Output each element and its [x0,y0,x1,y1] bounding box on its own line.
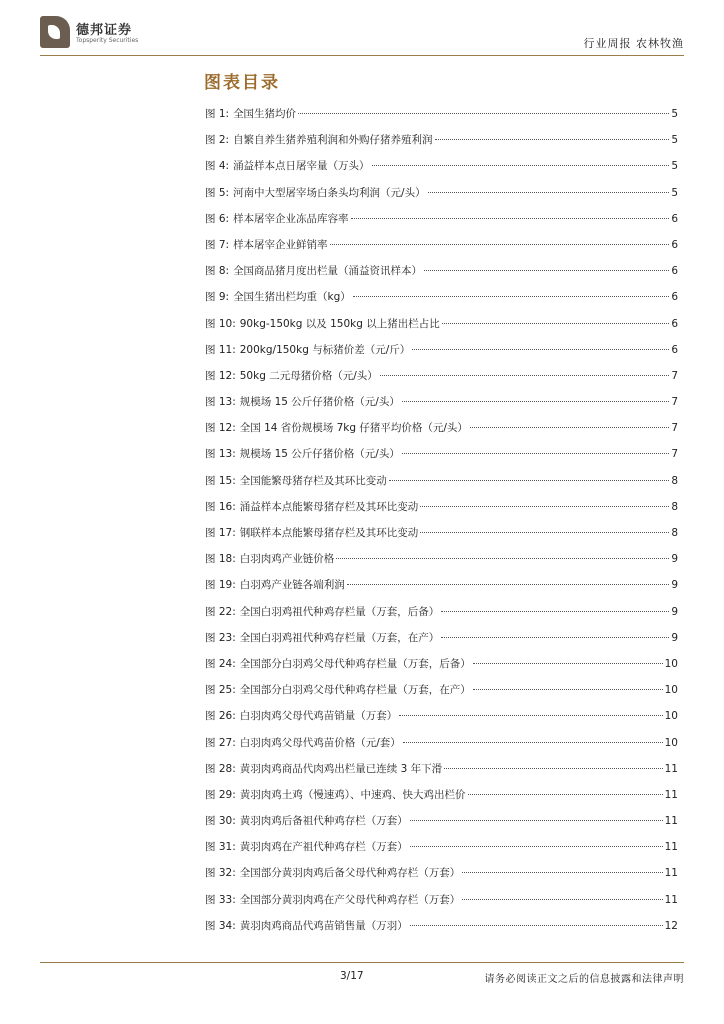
toc-figure-title: 涌益样本点能繁母猪存栏及其环比变动 [239,500,419,513]
toc-entry-label [205,735,401,750]
toc-entry[interactable] [205,525,678,551]
toc-leader-dots [372,165,670,166]
toc-figure-number: 图 1: [205,108,230,120]
toc-figure-title: 黄羽肉鸡后备祖代种鸡存栏（万套） [239,815,408,828]
toc-list [205,106,678,944]
toc-leader-dots [473,663,663,664]
toc-leader-dots [441,637,669,638]
toc-figure-number: 图 4: [205,160,230,173]
toc-entry-label [205,656,471,671]
toc-page-number: 8 [671,527,678,539]
toc-leader-dots [420,506,669,507]
toc-figure-number: 图 16: [205,500,236,513]
toc-entry[interactable] [205,577,678,603]
toc-figure-number: 图 19: [205,579,236,592]
toc-figure-title: 规模场 15 公斤仔猪价格（元/头） [239,448,400,461]
toc-entry-label [205,918,408,933]
toc-page-number: 5 [671,186,678,199]
toc-entry[interactable] [205,918,678,944]
page-number: 3/17 [340,970,364,982]
toc-entry[interactable] [205,132,678,158]
toc-figure-title: 样本屠宰企业鲜销率 [233,238,328,251]
toc-page-number: 7 [671,396,678,409]
toc-figure-number: 图 28: [205,762,236,775]
toc-page-number: 11 [664,788,678,801]
toc-figure-title: 样本屠宰企业冻品库容率 [233,212,349,225]
toc-entry-label [205,708,397,723]
toc-entry-label [205,106,296,121]
toc-figure-title: 50kg 二元母猪价格（元/头） [239,369,378,382]
toc-figure-title: 全国部分白羽鸡父母代种鸡存栏量（万套，后备） [239,657,471,670]
toc-figure-number: 图 5: [205,186,230,199]
toc-entry-label [205,263,422,278]
toc-figure-title: 90kg-150kg 以及 150kg 以上猪出栏占比 [239,317,440,330]
toc-page-number: 6 [671,265,678,278]
toc-entry-label [205,316,440,331]
logo-name-cn: 德邦证券 [76,23,133,38]
toc-leader-dots [424,270,669,271]
toc-entry[interactable] [205,682,678,708]
toc-figure-number: 图 12: [205,369,236,382]
toc-figure-title: 全国生猪出栏均重（kg） [233,291,351,304]
toc-entry[interactable] [205,787,678,813]
toc-page-number: 9 [671,553,678,566]
toc-entry[interactable] [205,473,678,499]
toc-leader-dots [353,296,670,297]
toc-figure-number: 图 13: [205,396,236,409]
toc-entry[interactable] [205,237,678,263]
logo-name-en: Topsperity Securities [76,37,139,44]
toc-page-number: 8 [671,500,678,513]
toc-entry[interactable] [205,316,678,342]
toc-figure-number: 图 12: [205,422,236,435]
toc-leader-dots [330,244,670,245]
toc-entry-label [205,761,442,776]
toc-figure-title: 白羽鸡产业链各端利润 [239,579,345,592]
toc-figure-title: 200kg/150kg 与标猪价差（元/斤） [239,343,411,356]
footer-divider [40,962,684,963]
toc-leader-dots [468,794,663,795]
toc-figure-number: 图 27: [205,736,236,749]
toc-entry[interactable] [205,735,678,761]
toc-entry[interactable] [205,106,678,132]
toc-entry-label [205,551,334,566]
toc-leader-dots [389,480,670,481]
toc-entry-label [205,787,466,802]
page-header [0,0,724,60]
toc-leader-dots [351,218,670,219]
toc-leader-dots [462,899,662,900]
toc-leader-dots [441,611,669,612]
toc-leader-dots [403,742,663,743]
toc-entry-label [205,630,439,645]
toc-leader-dots [470,427,669,428]
toc-leader-dots [402,401,669,402]
toc-entry-label [205,682,471,697]
toc-figure-title: 全国白羽鸡祖代种鸡存栏量（万套，后备） [239,605,440,618]
toc-page-number: 6 [671,291,678,304]
toc-leader-dots [462,872,662,873]
toc-page-number: 10 [664,736,678,749]
toc-entry[interactable] [205,865,678,891]
toc-entry[interactable] [205,499,678,525]
toc-entry-label [205,420,468,435]
toc-figure-number: 图 23: [205,631,236,644]
toc-figure-title: 全国部分黄羽肉鸡后备父母代种鸡存栏（万套） [239,867,461,880]
toc-figure-title: 黄羽肉鸡商品代肉鸡出栏量已连续 3 年下滑 [239,762,443,775]
toc-entry-label [205,473,387,488]
toc-entry[interactable] [205,813,678,839]
toc-leader-dots [410,925,663,926]
toc-entry[interactable] [205,630,678,656]
toc-page-number: 7 [671,369,678,382]
toc-entry-label [205,185,426,200]
toc-figure-title: 涌益样本点日屠宰量（万头） [233,160,370,173]
toc-entry-label [205,499,418,514]
toc-entry[interactable] [205,211,678,237]
toc-entry-label [205,342,410,357]
toc-page-number: 11 [664,893,678,906]
toc-leader-dots [420,532,669,533]
toc-page-number: 12 [664,919,678,932]
toc-figure-number: 图 25: [205,684,236,697]
toc-leader-dots [435,139,670,140]
toc-leader-dots [410,820,663,821]
toc-page-number: 11 [664,815,678,828]
toc-page-number: 11 [664,867,678,880]
toc-leader-dots [410,846,663,847]
toc-entry-label [205,892,460,907]
toc-figure-title: 规模场 15 公斤仔猪价格（元/头） [239,396,400,409]
toc-figure-number: 图 29: [205,788,236,801]
toc-figure-number: 图 7: [205,238,230,251]
toc-figure-title: 黄羽肉鸡商品代鸡苗销售量（万羽） [239,919,408,932]
toc-entry-label [205,158,370,173]
toc-figure-title: 全国部分白羽鸡父母代种鸡存栏量（万套，在产） [239,684,471,697]
toc-leader-dots [412,349,669,350]
toc-leader-dots [399,715,662,716]
toc-figure-number: 图 30: [205,815,236,828]
toc-page-number: 9 [671,579,678,592]
toc-entry-label [205,525,418,540]
toc-entry-label [205,446,400,461]
toc-entry-label [205,237,328,252]
toc-page-number: 5 [671,134,678,147]
toc-leader-dots [473,689,663,690]
toc-page-number: 10 [664,684,678,697]
toc-page-number: 6 [671,212,678,225]
toc-figure-number: 图 34: [205,919,236,932]
toc-entry[interactable] [205,839,678,865]
toc-figure-title: 全国商品猪月度出栏量（涌益资讯样本） [233,265,423,278]
toc-figure-number: 图 9: [205,291,230,304]
toc-figure-number: 图 17: [205,527,236,539]
toc-entry[interactable] [205,604,678,630]
toc-page-number: 11 [664,762,678,775]
toc-page-number: 7 [671,448,678,461]
toc-entry[interactable] [205,761,678,787]
toc-figure-number: 图 8: [205,265,230,278]
toc-entry[interactable] [205,446,678,472]
toc-figure-title: 全国能繁母猪存栏及其环比变动 [239,474,387,487]
toc-entry[interactable] [205,342,678,368]
toc-figure-number: 图 10: [205,317,236,330]
toc-leader-dots [380,375,670,376]
toc-figure-number: 图 13: [205,448,236,461]
toc-entry[interactable] [205,368,678,394]
report-category: 行业周报 农林牧渔 [583,37,684,50]
toc-leader-dots [428,192,670,193]
disclaimer-text: 请务必阅读正文之后的信息披露和法律声明 [484,974,684,985]
toc-page-number: 11 [664,841,678,854]
toc-entry[interactable] [205,263,678,289]
toc-figure-title: 钢联样本点能繁母猪存栏及其环比变动 [239,527,419,539]
toc-entry[interactable] [205,892,678,918]
toc-figure-number: 图 24: [205,657,236,670]
toc-figure-title: 白羽肉鸡产业链价格 [239,553,335,566]
logo-mark-icon [40,16,70,48]
toc-entry[interactable] [205,185,678,211]
toc-leader-dots [442,323,670,324]
toc-page-number: 5 [671,160,678,173]
toc-page-number: 6 [671,238,678,251]
toc-figure-title: 黄羽肉鸡在产祖代种鸡存栏（万套） [239,841,408,854]
toc-page-number: 5 [671,108,678,120]
toc-figure-number: 图 15: [205,474,236,487]
toc-figure-title: 全国白羽鸡祖代种鸡存栏量（万套，在产） [239,631,440,644]
toc-entry[interactable] [205,708,678,734]
toc-entry-label [205,839,408,854]
toc-entry-label [205,813,408,828]
toc-figure-title: 白羽肉鸡父母代鸡苗价格（元/套） [239,736,401,749]
toc-figure-number: 图 33: [205,893,236,906]
toc-page-number: 10 [664,657,678,670]
toc-entry-label [205,132,433,147]
toc-leader-dots [347,584,670,585]
toc-page-number: 7 [671,422,678,435]
toc-entry-label [205,865,460,880]
toc-leader-dots [336,558,669,559]
toc-entry-label [205,211,349,226]
toc-figure-title: 自繁自养生猪养殖利润和外购仔猪养殖利润 [233,134,433,147]
toc-leader-dots [298,113,669,114]
toc-entry[interactable] [205,289,678,315]
toc-page-number: 9 [671,605,678,618]
toc-figure-title: 白羽肉鸡父母代鸡苗销量（万套） [239,710,398,723]
toc-figure-title: 全国生猪均价 [233,108,297,120]
toc-entry[interactable] [205,551,678,577]
toc-figure-number: 图 22: [205,605,236,618]
toc-figure-title: 全国 14 省份规模场 7kg 仔猪平均价格（元/头） [239,422,468,435]
toc-entry[interactable] [205,158,678,184]
toc-page-number: 6 [671,343,678,356]
toc-entry-label [205,604,439,619]
toc-figure-number: 图 26: [205,710,236,723]
toc-figure-number: 图 6: [205,212,230,225]
toc-entry-label [205,394,400,409]
toc-figure-title: 黄羽肉鸡土鸡（慢速鸡）、中速鸡、快大鸡出栏价 [239,788,466,801]
header-divider [40,55,684,56]
toc-page-number: 8 [671,474,678,487]
toc-figure-title: 河南中大型屠宰场白条头均利润（元/头） [233,186,426,199]
toc-figure-number: 图 18: [205,553,236,566]
toc-entry[interactable] [205,656,678,682]
toc-figure-number: 图 2: [205,134,230,147]
toc-figure-number: 图 32: [205,867,236,880]
toc-page-number: 10 [664,710,678,723]
toc-entry[interactable] [205,394,678,420]
toc-figure-number: 图 31: [205,841,236,854]
toc-page-number: 6 [671,317,678,330]
toc-leader-dots [444,768,663,769]
toc-figure-number: 图 11: [205,343,236,356]
toc-entry-label [205,368,378,383]
toc-title: 图表目录 [204,73,280,93]
toc-figure-title: 全国部分黄羽肉鸡在产父母代种鸡存栏（万套） [239,893,461,906]
toc-entry[interactable] [205,420,678,446]
toc-entry-label [205,289,351,304]
toc-entry-label [205,577,345,592]
toc-page-number: 9 [671,631,678,644]
company-logo [40,16,160,52]
toc-leader-dots [402,453,669,454]
